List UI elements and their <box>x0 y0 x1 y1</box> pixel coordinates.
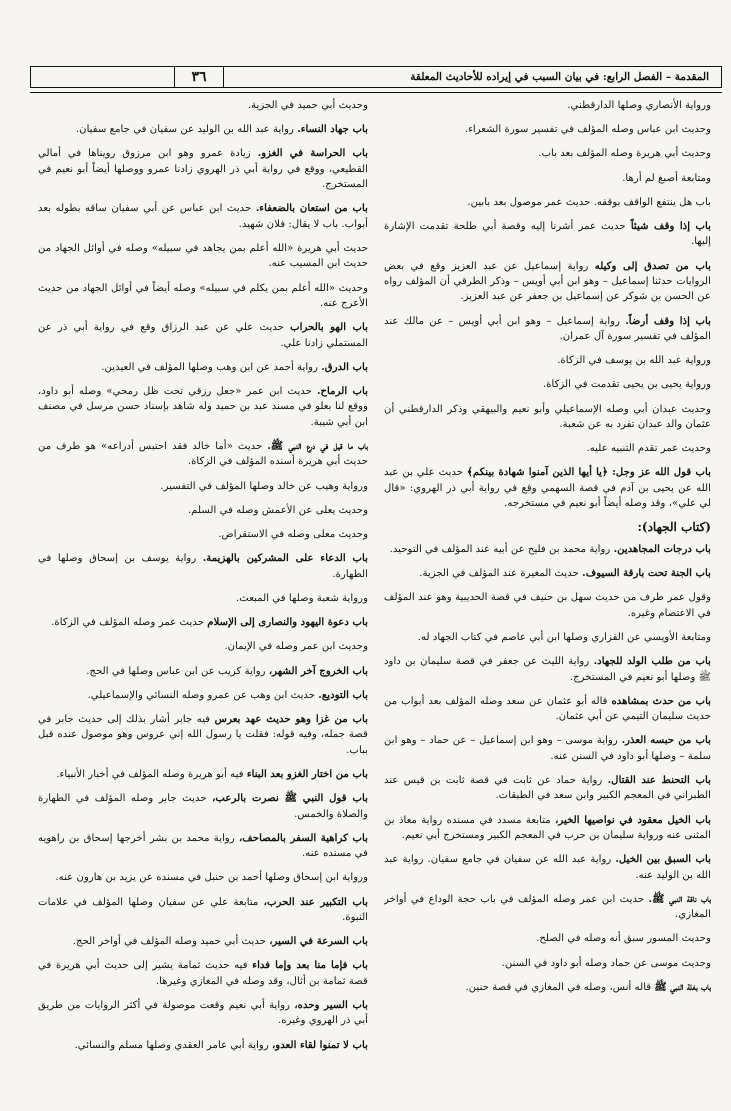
entry-text: ومتابعة الأويسي عن الفزاري وصلها ابن أبي عاصم في كتاب الجهاد له. <box>417 631 711 643</box>
entry-heading: باب من اختار الغزو بعد البناء <box>246 767 368 780</box>
entry-text: ورواية ابن إسحاق وصلها أحمد بن حنبل في مسنده عن يزيد بن هارون عنه. <box>55 872 368 884</box>
entry-text: فيه جابر أشار بذلك إلى حديث جابر في قصة جمله، وفيه قوله: فقلت يا رسول الله إني عروس وهو موصول عنده قبل بباب. <box>38 713 368 756</box>
entry-paragraph <box>384 441 711 456</box>
entry-paragraph <box>38 98 368 113</box>
entry-paragraph <box>384 980 711 995</box>
entry-paragraph <box>38 201 368 232</box>
entry-heading: باب ناقة النبي ﷺ. <box>648 892 711 905</box>
left-column <box>38 98 368 1108</box>
entry-paragraph <box>38 146 368 192</box>
entry-paragraph <box>38 439 368 470</box>
entry-paragraph <box>384 171 711 186</box>
entry-paragraph <box>38 122 368 137</box>
entry-text: فيه أبو هريرة وصله المؤلف في أخبار الأنبياء. <box>56 768 247 780</box>
entry-paragraph <box>384 195 711 210</box>
entry-heading: باب إذا وقف شيئاً <box>630 220 711 233</box>
entry-heading: باب السير وحده، <box>294 998 368 1011</box>
entry-paragraph <box>38 998 368 1029</box>
header-blank-cell <box>31 67 175 87</box>
entry-text: حديث علي بن عبد الله عن يحيى بن آدم في قصة السهمي وقع في رواية أبي ذر الهروي: «قال لي علي»، وقد وصله أيضاً أبو نعيم في مستخرجه. <box>384 467 711 510</box>
entry-paragraph <box>384 773 711 804</box>
entry-text: حديث ابن عمر «جعل رزقي تحت ظل رمحي» وصله أبو داود، ووقع لنا بعلو في مسند عبد بن حميد وله شاهد بإسناد حسن مرسل في مصنف ابن أبي شيبة. <box>38 386 368 428</box>
entry-heading: باب التكبير عند الحرب، <box>263 895 368 908</box>
header-rule <box>30 92 722 93</box>
entry-text: فيه حديث ثمامة يشير إلى حديث أبي هريرة في قصة ثمامة بن أثال، وقد وصله في المغازي وغيرها. <box>38 960 368 987</box>
entry-paragraph <box>38 503 368 518</box>
entry-text: وحديث «الله أعلم بمن يكلم في سبيله» وصله أيضاً في أوائل الجهاد من حديث الأعرج عنه. <box>38 282 368 310</box>
entry-heading: باب من طلب الولد للجهاد. <box>593 655 711 668</box>
entry-heading: باب من استعان بالضعفاء. <box>255 202 368 215</box>
entry-text: رواية موسى – وهو ابن إسماعيل – عن حماد – وهو ابن سلمة – وصلها أبو داود في السنن عنه. <box>384 735 711 762</box>
entry-heading: باب السبق بين الخيل. <box>615 853 711 866</box>
entry-paragraph <box>384 630 711 645</box>
entry-heading: باب التوديع. <box>318 688 368 701</box>
entry-heading: باب الرماح. <box>316 385 368 398</box>
entry-paragraph <box>38 591 368 606</box>
entry-text: وحديث موسى عن حماد وصله أبو داود في السنن. <box>501 957 711 969</box>
entry-text: قاله أبو عثمان عن سعد وصله المؤلف بعد أبواب من حديث سليمان التيمي عن أبي عثمان. <box>384 695 711 723</box>
entry-text: زيادة عمرو وهو ابن مرزوق رويناها في أمالي القطيعي، ووقع في رواية أبي ذر الهروي زادنا عمرو ووصلها أيضاً أبو نعيم في المستخرج. <box>38 148 368 191</box>
entry-heading: باب من حبسه العذر. <box>621 734 711 747</box>
entry-heading: باب الدعاء على المشركين بالهزيمة. <box>202 552 368 565</box>
entry-text: ورواية شعبة وصلها في المبعث. <box>236 592 368 604</box>
entry-heading: باب الخروج آخر الشهر، <box>268 664 368 677</box>
entry-text: رواية كريب عن ابن عباس وصلها في الحج. <box>86 665 269 677</box>
entry-paragraph <box>384 813 711 844</box>
entry-text: حديث عمر أشرنا إليه وقصة أبي طلحة تقدمت الإشارة إليها. <box>384 221 711 248</box>
entry-text: وحديث معلى وصله في الاستقراض. <box>218 529 368 541</box>
entry-paragraph <box>384 402 711 433</box>
entry-paragraph <box>384 259 711 305</box>
entry-paragraph <box>384 353 711 368</box>
entry-text: حديث أبي حميد وصله المؤلف في أواخر الحج. <box>72 936 270 948</box>
entry-text: ومتابعة أصبغ لم أرها. <box>622 172 711 184</box>
entry-paragraph <box>384 465 711 511</box>
entry-paragraph <box>38 241 368 272</box>
entry-heading: باب من حدث بمشاهده <box>611 694 711 707</box>
entry-text: حديث علي عن عبد الرزاق وقع في رواية أبي ذر عن المستملي زادنا علي. <box>38 322 368 349</box>
entry-paragraph <box>38 767 368 782</box>
entry-text: رواية إسماعيل – وهو ابن أبي أويس – عن مالك عند المؤلف في تفسير سورة آل عمران. <box>384 315 711 343</box>
entry-text: باب هل ينتفع الواقف بوقفه. حديث عمر موصول بعد بابين. <box>467 196 711 208</box>
entry-paragraph <box>38 320 368 351</box>
entry-text: حديث ابن عمر وصله المؤلف في باب حجة الوداع في أواخر المغازي. <box>384 893 711 921</box>
entry-text: رواية محمد بن بشر أخرجها إسحاق بن راهويه في مسنده عنه. <box>38 832 368 860</box>
entry-text: ورواية الأنصاري وصلها الدارقطني. <box>567 100 711 111</box>
entry-paragraph <box>38 958 368 989</box>
entry-heading: باب ما قيل في درع النبي ﷺ. <box>267 440 368 453</box>
entry-text: رواية يوسف بن إسحاق وصلها في الطهارة. <box>38 553 368 580</box>
entry-heading: باب التحنط عند القتال. <box>607 773 711 786</box>
entry-text: متابعة علي عن سفيان وصلها المؤلف في علامات النبوة. <box>38 896 368 923</box>
entry-heading: باب كراهية السفر بالمصاحف، <box>238 831 368 844</box>
entry-heading: (كتاب الجهاد): <box>637 520 711 535</box>
entry-text: وحديث عمر تقدم التنبيه عليه. <box>586 443 711 455</box>
right-column <box>384 98 711 1108</box>
entry-paragraph <box>384 122 711 137</box>
entry-paragraph <box>384 377 711 392</box>
entry-paragraph <box>384 852 711 883</box>
entry-heading: باب قول النبي ﷺ نصرت بالرعب، <box>212 792 368 805</box>
entry-text: رواية أبي عامر العقدي وصلها مسلم والنسائي. <box>74 1039 273 1051</box>
entry-paragraph <box>38 712 368 758</box>
entry-text: حديث عمر وصله المؤلف في الزكاة. <box>51 617 208 629</box>
entry-paragraph <box>38 527 368 542</box>
entry-text: رواية الليث عن جعفر في قصة سليمان بن داود ﷺ وصلها أبو نعيم في المستخرج. <box>384 656 711 683</box>
page-number: ٣٦ <box>175 67 224 87</box>
entry-paragraph <box>38 895 368 926</box>
entry-text: ورواية يحيى بن يحيى تقدمت في الزكاة. <box>542 379 711 391</box>
entry-text: وحديث أبي هريرة وصله المؤلف بعد باب. <box>538 148 711 160</box>
entry-text: وحديث ابن عمر وصله في الإيمان. <box>224 641 368 653</box>
entry-paragraph <box>384 892 711 923</box>
entry-text: رواية حماد عن ثابت في قصة ثابت بن قيس عند الطبراني في المعجم الكبير وابن سعد في الطبقات. <box>384 774 711 802</box>
running-header <box>30 66 722 88</box>
entry-paragraph <box>38 479 368 494</box>
entry-text: قاله أنس، وصله في المغازي في قصة حنين. <box>465 981 655 993</box>
entry-paragraph <box>384 219 711 250</box>
entry-heading: باب درجات المجاهدين. <box>613 542 711 555</box>
entry-text: ورواية وهيب عن خالد وصلها المؤلف في التفسير. <box>160 480 368 492</box>
entry-text: رواية عبد الله بن الوليد عن سفيان في جامع سفيان. <box>75 124 298 136</box>
entry-paragraph <box>38 934 368 949</box>
entry-text: ورواية عبد الله بن يوسف في الزكاة. <box>557 355 711 367</box>
entry-heading: باب جهاد النساء. <box>297 123 368 136</box>
entry-heading: باب الخيل معقود في نواصيها الخير، <box>555 813 711 826</box>
entry-heading: باب من تصدق إلى وكيله <box>594 259 711 272</box>
entry-paragraph <box>38 615 368 630</box>
entry-text: حديث ابن وهب عن عمرو وصله النسائي والإسماعيلي. <box>87 689 319 701</box>
entry-text: متابعة مسدد في مسنده رواية معاذ بن المثنى عنه ورواية سليمان بن حرب في المعجم الكبير ومستخرج أبي نعيم. <box>384 814 711 841</box>
entry-paragraph <box>38 791 368 822</box>
entry-text: حديث جابر وصله المؤلف في الطهارة والصلاة والخمس. <box>38 793 368 820</box>
entry-text: حديث المغيرة عند المؤلف في الجزية. <box>419 568 583 580</box>
entry-text: رواية أحمد عن ابن وهب وصلها المؤلف في العيدين. <box>101 361 322 373</box>
entry-heading: باب إذا وقف أرضاً. <box>625 314 711 327</box>
entry-text: وحديث يعلى عن الأعمش وصله في السلم. <box>187 504 368 516</box>
entry-heading: باب الدرق. <box>321 360 368 373</box>
entry-text: وحديث عبدان أبي وصله الإسماعيلي وأبو نعيم والبيهقي وذكر الدارقطني أن عثمان والد عبدان تفرد به عن شعبة. <box>384 403 711 431</box>
entry-paragraph <box>38 384 368 430</box>
entry-heading: باب السرعة في السير، <box>269 935 368 948</box>
entry-text: وحديث ابن عباس وصله المؤلف في تفسير سورة الشعراء. <box>464 124 711 136</box>
entry-paragraph <box>384 542 711 557</box>
entry-text: رواية عبد الله عن سفيان في جامع سفيان. رواية عبد الله بن الوليد عنه. <box>384 854 711 881</box>
entry-heading: باب بغلة النبي ﷺ <box>654 980 711 993</box>
entry-paragraph <box>38 551 368 582</box>
entry-paragraph <box>38 688 368 703</box>
entry-heading: باب الحراسة في الغزو. <box>257 147 368 160</box>
entry-text: حديث ابن عباس عن أبي سفيان ساقه بطوله بعد أبواب. باب لا يقال: فلان شهيد. <box>38 203 368 230</box>
entry-heading: باب الهو بالحراب <box>290 321 368 334</box>
entry-paragraph <box>384 314 711 345</box>
entry-heading: باب لا تمنوا لقاء العدو، <box>272 1038 368 1051</box>
entry-heading: باب قول الله عز وجل: ﴿يا أيها الذين آمنوا شهادة بينكم﴾ <box>466 466 711 479</box>
entry-heading: باب فإما منا بعد وإما فداء <box>252 959 368 972</box>
entry-paragraph <box>384 733 711 764</box>
entry-paragraph <box>384 566 711 581</box>
header-title: المقدمة – الفصل الرابع: في بيان السبب في إيراده للأحاديث المعلقة <box>410 71 709 83</box>
entry-text: وحديث المسور سبق أنه وصله في الصلح. <box>536 933 711 945</box>
entry-paragraph <box>384 956 711 971</box>
entry-text: رواية إسماعيل عن عبد العزيز وقع في بعض الروايات حدثنا إسماعيل – وهو ابن أبي أويس – وذكر الطرقي أن المؤلف رواه عن الحسن بن شوكر عن إسماعيل بن جعفر عن عبد العزيز. <box>384 260 711 303</box>
entry-heading: باب دعوة اليهود والنصارى إلى الإسلام <box>207 616 368 629</box>
entry-text: رواية أبي نعيم وقعت موصولة في أكثر الروايات من طريق أبي ذر الهروي وغيره. <box>38 999 368 1027</box>
entry-heading: باب من غزا وهو حديث عهد بعرس <box>214 712 368 725</box>
section-heading <box>384 520 711 535</box>
entry-text: وقول عمر طرف من حديث سهل بن حنيف في قصة الحديبية وهو عند المؤلف في الاعتصام وغيره. <box>384 592 711 619</box>
entry-text: حديث أبي هريرة «الله أعلم بمن يجاهد في سبيله» وصله في أوائل الجهاد من حديث ابن المسيب عنه. <box>38 243 368 270</box>
entry-paragraph <box>384 590 711 621</box>
entry-paragraph <box>384 98 711 113</box>
entry-paragraph <box>38 664 368 679</box>
entry-paragraph <box>384 694 711 725</box>
entry-paragraph <box>38 281 368 312</box>
entry-text: حديث «أما خالد فقد احتبس أدراعه» هو طرف من حديث أبي هريرة أسنده المؤلف في الزكاة. <box>38 441 368 468</box>
entry-paragraph <box>38 831 368 862</box>
entry-heading: باب الجنة تحت بارقة السيوف. <box>582 567 711 580</box>
entry-paragraph <box>384 931 711 946</box>
entry-paragraph <box>38 360 368 375</box>
entry-paragraph <box>38 1038 368 1053</box>
entry-paragraph <box>38 870 368 885</box>
entry-text: رواية محمد بن فليح عن أبيه عند المؤلف في التوحيد. <box>389 543 614 555</box>
entry-text: وحديث أبي حميد في الجزية. <box>247 100 368 111</box>
entry-paragraph <box>38 639 368 654</box>
entry-paragraph <box>384 654 711 685</box>
entry-paragraph <box>384 146 711 161</box>
